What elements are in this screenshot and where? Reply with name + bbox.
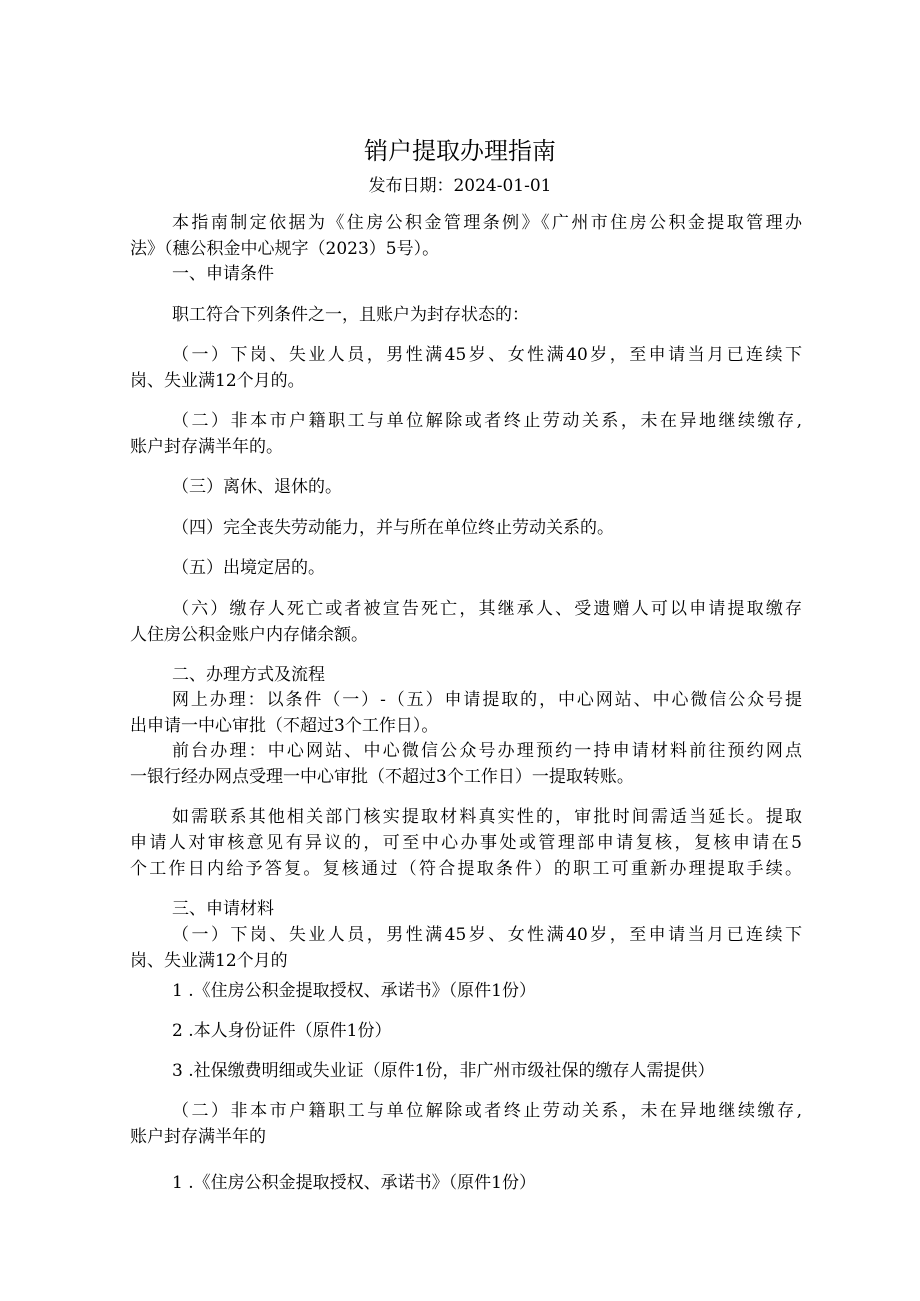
body-line: 3 .社保缴费明细或失业证（原件1份，非广州市级社保的缴存人需提供） bbox=[172, 1061, 715, 1081]
body-line: （四）完全丧失劳动能力，并与所在单位终止劳动关系的。 bbox=[172, 518, 614, 538]
body-line: 二、办理方式及流程 bbox=[172, 665, 325, 685]
body-line: 本指南制定依据为《住房公积金管理条例》《广州市住房公积金提取管理办 bbox=[172, 213, 802, 233]
body-line: 一银行经办网点受理一中心审批（不超过3个工作日）一提取转账。 bbox=[130, 767, 634, 787]
body-line: （一）下岗、失业人员，男性满45岁、女性满40岁，至申请当月已连续下 bbox=[172, 925, 802, 945]
body-line: 账户封存满半年的。 bbox=[130, 437, 283, 457]
body-line: （一）下岗、失业人员，男性满45岁、女性满40岁，至申请当月已连续下 bbox=[172, 345, 802, 365]
body-line: 个工作日内给予答复。复核通过（符合提取条件）的职工可重新办理提取手续。 bbox=[130, 859, 802, 879]
body-line: 网上办理：以条件（一）-（五）申请提取的，中心网站、中心微信公众号提 bbox=[172, 690, 802, 710]
body-line: （五）出境定居的。 bbox=[172, 558, 325, 578]
body-line: （三）离休、退休的。 bbox=[172, 477, 342, 497]
body-line: （六）缴存人死亡或者被宣告死亡，其继承人、受遗赠人可以申请提取缴存 bbox=[172, 599, 802, 619]
document-title: 销户提取办理指南 bbox=[364, 137, 556, 165]
body-line: 人住房公积金账户内存储余额。 bbox=[130, 625, 368, 645]
body-line: 1 .《住房公积金提取授权、承诺书》（原件1份） bbox=[172, 1173, 536, 1193]
body-line: 岗、失业满12个月的。 bbox=[130, 371, 305, 391]
body-line: 申请人对审核意见有异议的，可至中心办事处或管理部申请复核，复核申请在5 bbox=[130, 833, 802, 853]
body-line: （二）非本市户籍职工与单位解除或者终止劳动关系，未在异地继续缴存, bbox=[172, 411, 802, 431]
body-line: 2 .本人身份证件（原件1份） bbox=[172, 1021, 392, 1041]
body-line: 账户封存满半年的 bbox=[130, 1127, 266, 1147]
publish-date: 发布日期：2024-01-01 bbox=[368, 176, 552, 196]
body-line: 前台办理：中心网站、中心微信公众号办理预约一持申请材料前往预约网点 bbox=[172, 741, 802, 761]
body-line: 出申请一中心审批（不超过3个工作日）。 bbox=[130, 716, 439, 736]
body-line: 法》（穗公积金中心规字（2023）5号）。 bbox=[130, 239, 440, 259]
body-line: 三、申请材料 bbox=[172, 899, 274, 919]
body-line: 如需联系其他相关部门核实提取材料真实性的，审批时间需适当延长。提取 bbox=[172, 807, 802, 827]
body-line: （二）非本市户籍职工与单位解除或者终止劳动关系，未在异地继续缴存, bbox=[172, 1101, 802, 1121]
body-line: 1 .《住房公积金提取授权、承诺书》（原件1份） bbox=[172, 981, 536, 1001]
body-line: 岗、失业满12个月的 bbox=[130, 951, 288, 971]
body-line: 职工符合下列条件之一，且账户为封存状态的： bbox=[172, 305, 529, 325]
body-line: 一、申请条件 bbox=[172, 264, 274, 284]
